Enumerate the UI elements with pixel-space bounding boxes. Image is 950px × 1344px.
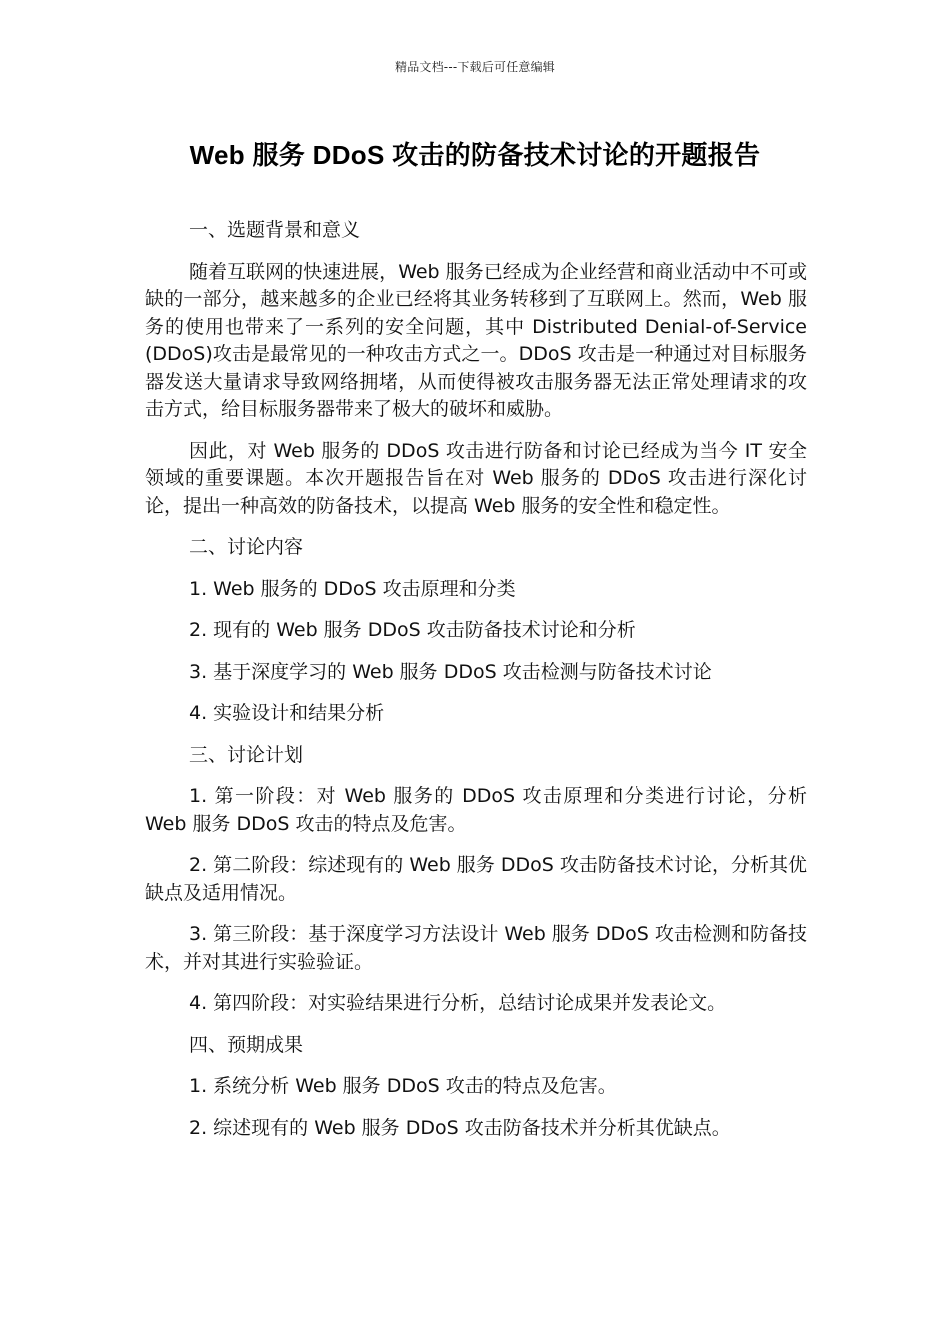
section-heading-background: 一、选题背景和意义 xyxy=(189,219,361,241)
header-note: 精品文档---下载后可任意编辑 xyxy=(395,60,555,74)
section-heading-outcomes: 四、预期成果 xyxy=(189,1033,304,1056)
plan-item: 2. 第二阶段：综述现有的 Web 服务 DDoS 攻击防备技术讨论，分析其优缺点及适用情况。 xyxy=(145,854,807,904)
outcome-item: 1. 系统分析 Web 服务 DDoS 攻击的特点及危害。 xyxy=(189,1075,617,1097)
plan-item: 4. 第四阶段：对实验结果进行分析，总结讨论成果并发表论文。 xyxy=(189,992,727,1014)
paragraph-background: 随着互联网的快速进展，Web 服务已经成为企业经营和商业活动中不可或缺的一部分，越来越多的企业已经将其业务转移到了互联网上。然而，Web 服务的使用也带来了一系列的安全问题，其中 Distributed Denial-of-Service (DDoS)攻击是最常见的一种攻击方式之一。DDoS 攻击是一种通过对目标服务器发送大量请求导致网络拥堵，从而使得被攻击服务器无法正常处理请求的攻击方式，给目标服务器带来了极大的破坏和威胁。 xyxy=(145,260,807,420)
content-item: 3. 基于深度学习的 Web 服务 DDoS 攻击检测与防备技术讨论 xyxy=(189,660,712,683)
paragraph-purpose: 因此，对 Web 服务的 DDoS 攻击进行防备和讨论已经成为当今 IT 安全领域的重要课题。本次开题报告旨在对 Web 服务的 DDoS 攻击进行深化讨论，提出一种高效的防备技术，以提高 Web 服务的安全性和稳定性。 xyxy=(145,439,807,517)
document-body xyxy=(145,217,807,1156)
content-item: 1. Web 服务的 DDoS 攻击原理和分类 xyxy=(189,577,516,600)
plan-item: 1. 第一阶段：对 Web 服务的 DDoS 攻击原理和分类进行讨论，分析 Web 服务 DDoS 攻击的特点及危害。 xyxy=(145,785,807,835)
outcome-item: 2. 综述现有的 Web 服务 DDoS 攻击防备技术并分析其优缺点。 xyxy=(189,1116,731,1139)
section-heading-plan: 三、讨论计划 xyxy=(189,743,304,766)
section-heading-content: 二、讨论内容 xyxy=(189,536,304,558)
document-title: Web 服务 DDoS 攻击的防备技术讨论的开题报告 xyxy=(189,140,761,170)
content-item: 4. 实验设计和结果分析 xyxy=(189,702,385,724)
content-item: 2. 现有的 Web 服务 DDoS 攻击防备技术讨论和分析 xyxy=(189,619,636,641)
plan-item: 3. 第三阶段：基于深度学习方法设计 Web 服务 DDoS 攻击检测和防备技术，并对其进行实验验证。 xyxy=(145,923,807,973)
